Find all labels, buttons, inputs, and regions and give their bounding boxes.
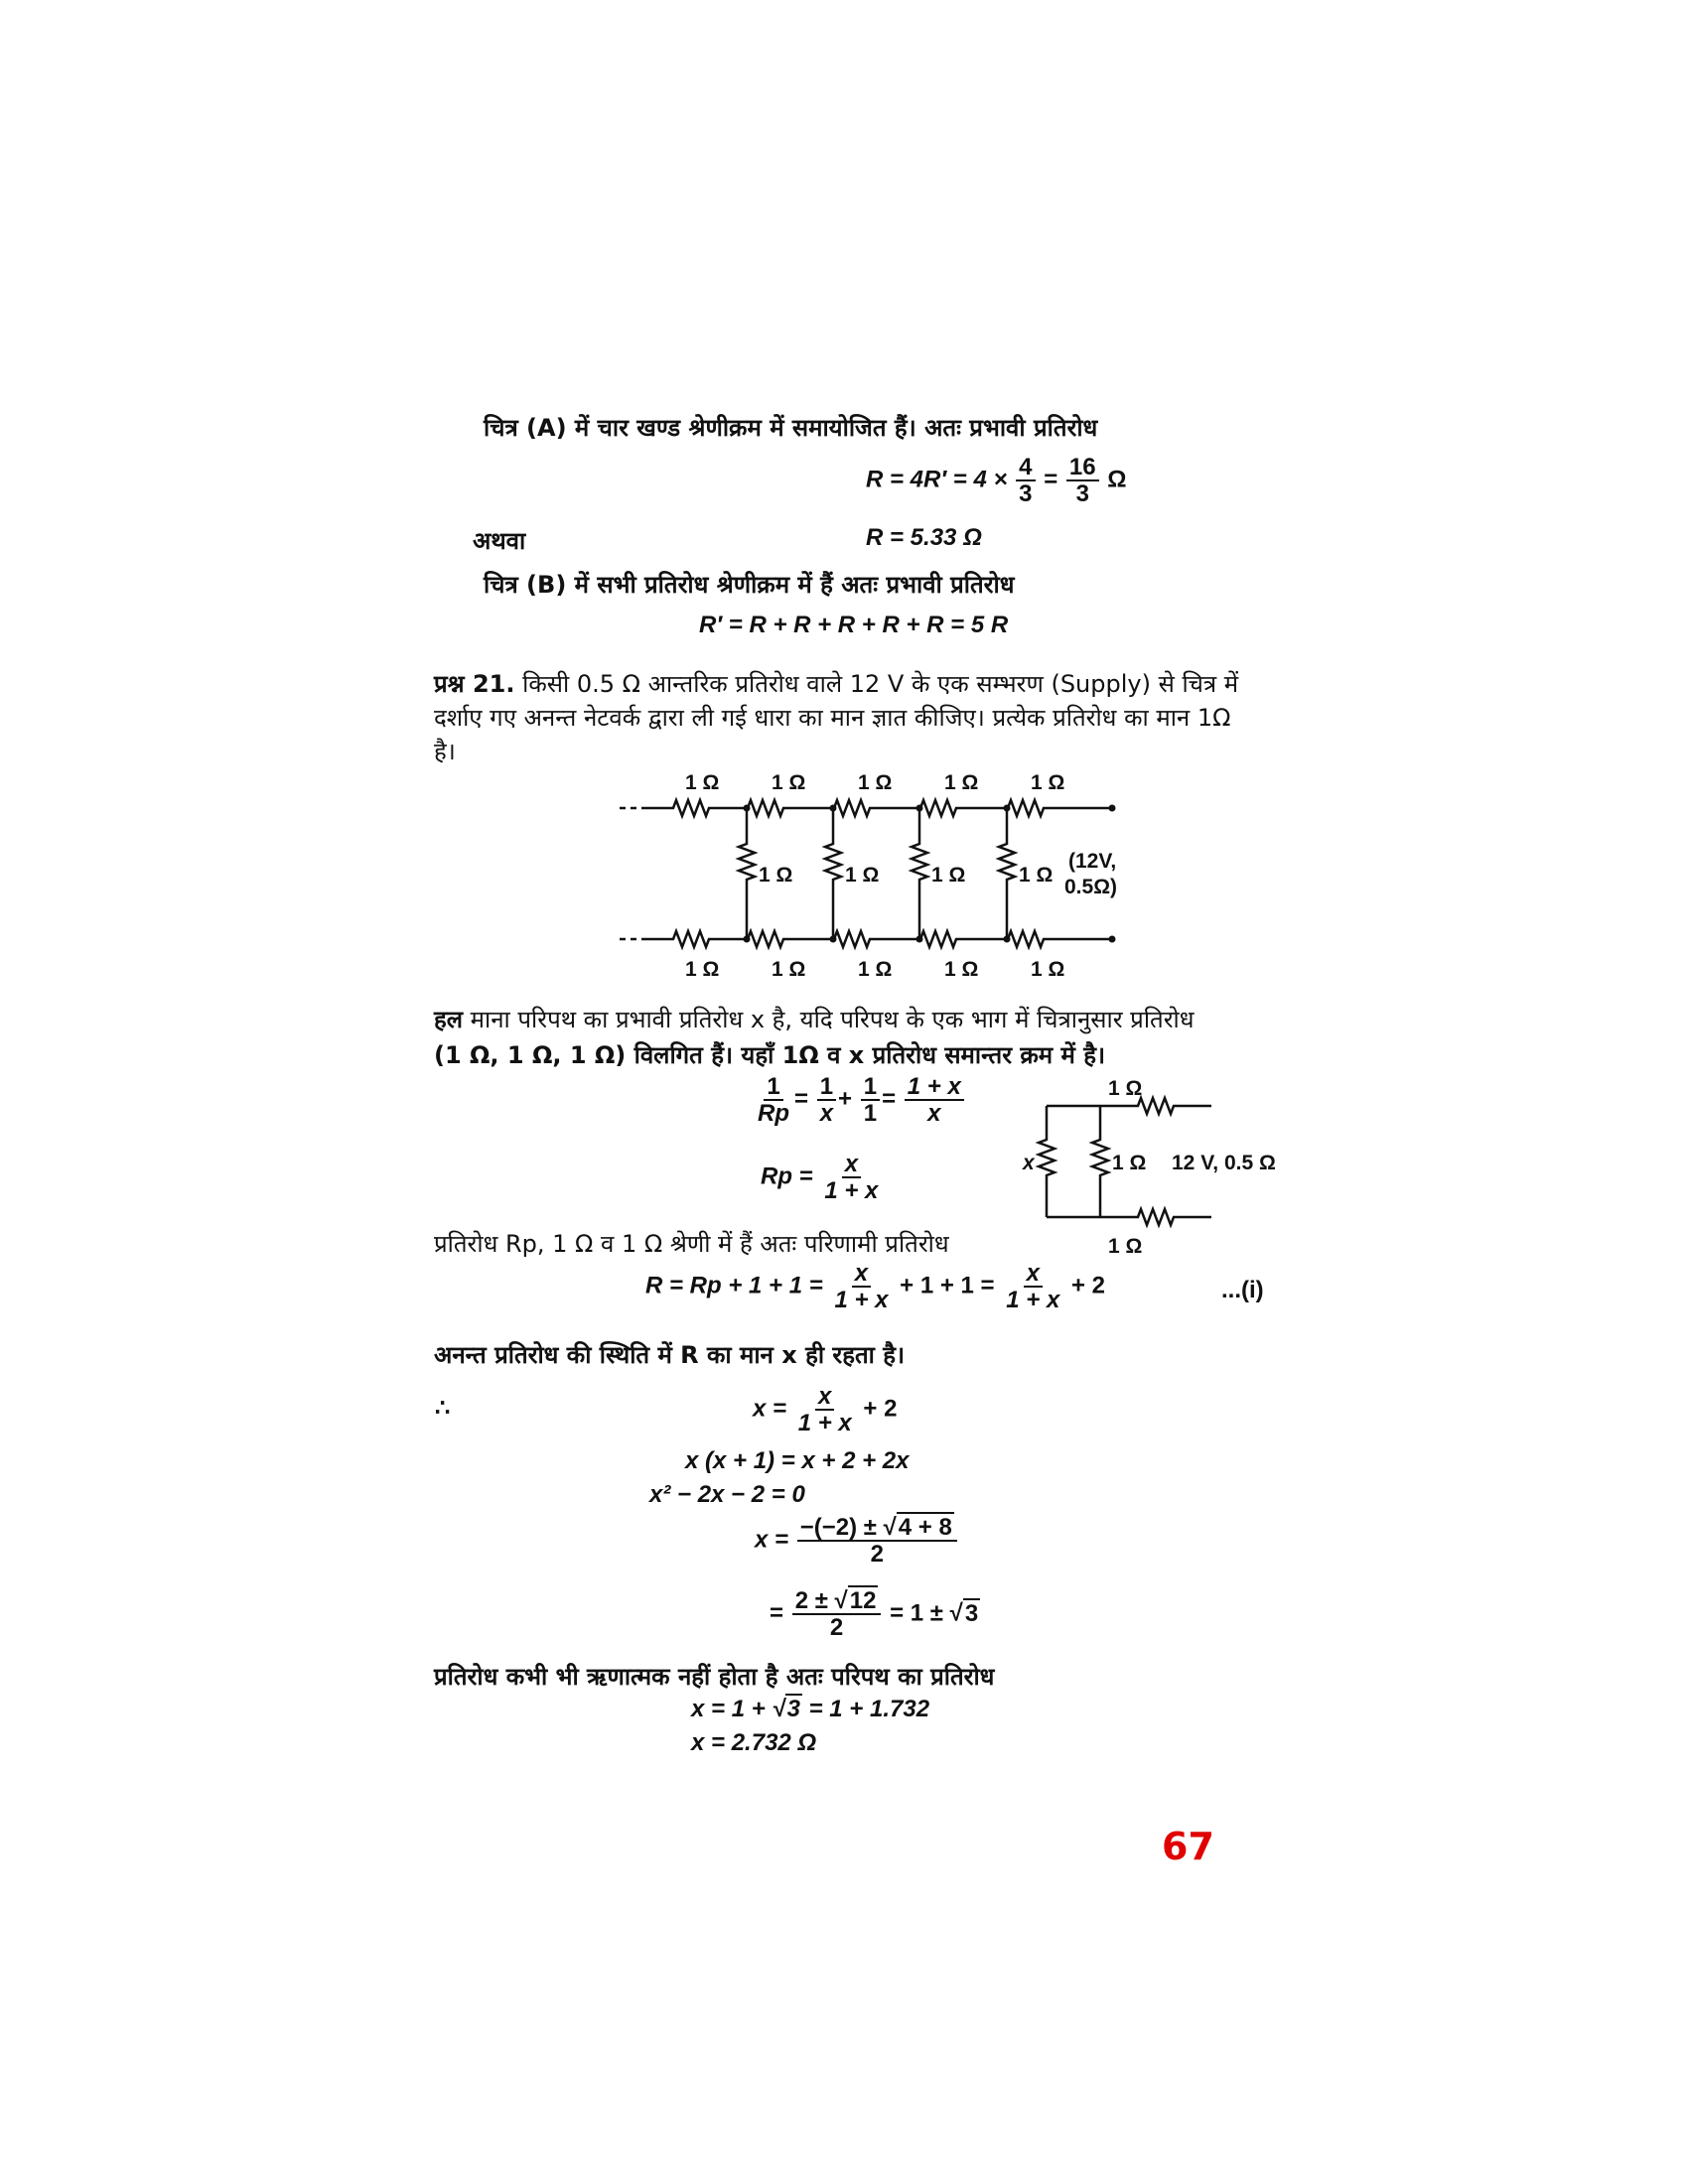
equation-x2: x (x + 1) = x + 2 + 2x <box>685 1447 910 1474</box>
top-resistor-label-1: 1 Ω <box>685 771 720 794</box>
equation-x4: x = $\frac{-(-2) \pm √4 + 8}{2}$ <box>755 1515 959 1567</box>
question-label: प्रश्न 21. <box>434 670 515 698</box>
supply-label-line2: 0.5Ω) <box>1064 876 1118 898</box>
infinite-text: अनन्त प्रतिरोध की स्थिति में R का मान x ही रहता है। <box>434 1341 906 1369</box>
equivalent-circuit <box>1013 1070 1301 1259</box>
bottom-resistor-label-4: 1 Ω <box>944 958 979 981</box>
section-a-line1: चित्र (A) में चार खण्ड श्रेणीक्रम में समायोजित हैं। अतः प्रभावी प्रतिरोध <box>484 414 1098 442</box>
vertical-resistor-label-3: 1 Ω <box>931 864 966 887</box>
supply-label-line1: (12V, <box>1068 850 1117 873</box>
bottom-resistor-label-5: 1 Ω <box>1031 958 1065 981</box>
vertical-resistor-label-1: 1 Ω <box>759 864 793 887</box>
equation-x5: = $\frac{2 \pm √12}{2}$ = 1 ± √3 <box>770 1587 979 1642</box>
equation-x3: x² − 2x − 2 = 0 <box>649 1481 805 1508</box>
eq-top-resistor-label: 1 Ω <box>1108 1077 1143 1100</box>
question-line3: है। <box>434 738 456 765</box>
equation-x7: x = 2.732 Ω <box>691 1729 817 1756</box>
question-line2: दर्शाए गए अनन्त नेटवर्क द्वारा ली गई धारा का मान ज्ञात कीजिए। प्रत्येक प्रतिरोध का मान 1Ω <box>434 704 1231 732</box>
question-line1: प्रश्न 21. किसी 0.5 Ω आन्तरिक प्रतिरोध वाले 12 V के एक सम्भरण (Supply) से चित्र में <box>434 670 1239 698</box>
equation-x6: x = 1 + √3 = 1 + 1.732 <box>691 1696 930 1722</box>
bottom-resistor-label-1: 1 Ω <box>685 958 720 981</box>
bottom-resistor-label-2: 1 Ω <box>772 958 806 981</box>
series-text: प्रतिरोध Rp, 1 Ω व 1 Ω श्रेणी में हैं अतः परिणामी प्रतिरोध <box>434 1230 949 1258</box>
equation-r-4r: R = 4R′ = 4 × $\frac{4}{3}$ = $\frac{16}{3}$ Ω <box>866 454 1127 508</box>
equation-x1: x = $\frac{x}{1 + x}$ + 2 <box>753 1383 898 1437</box>
eq-mid-resistor-label: 1 Ω <box>1112 1152 1147 1174</box>
athva-label: अथवा <box>473 527 526 555</box>
top-resistor-label-2: 1 Ω <box>772 771 806 794</box>
vertical-resistor-label-2: 1 Ω <box>845 864 880 887</box>
eq-supply-label: 12 V, 0.5 Ω <box>1172 1152 1276 1174</box>
equation-r-533: R = 5.33 Ω <box>866 524 982 551</box>
bottom-resistor-label-3: 1 Ω <box>858 958 893 981</box>
therefore-symbol: ∴ <box>435 1395 451 1422</box>
equation-ref-i: ...(i) <box>1221 1277 1264 1303</box>
page-number: 67 <box>1162 1825 1214 1868</box>
top-resistor-label-3: 1 Ω <box>858 771 893 794</box>
infinite-ladder-circuit <box>616 764 1132 993</box>
equation-r-series: R = Rp + 1 + 1 = $\frac{x}{1 + x}$ + 1 + 1 = $\frac{x}{1 + x}$ + 2 <box>645 1260 1105 1314</box>
solution-label: हल <box>434 1006 464 1033</box>
top-resistor-label-5: 1 Ω <box>1031 771 1065 794</box>
equation-rp: Rp = $\frac{x}{1 + x}$ <box>761 1151 879 1205</box>
eq-bottom-resistor-label: 1 Ω <box>1108 1235 1143 1258</box>
equation-r-5r: R′ = R + R + R + R + R = 5 R <box>699 612 1009 638</box>
eq-x-resistor-label: x <box>1023 1152 1035 1174</box>
negative-text: प्रतिरोध कभी भी ऋणात्मक नहीं होता है अतः परिपथ का प्रतिरोध <box>434 1663 995 1691</box>
solution-line2: (1 Ω, 1 Ω, 1 Ω) विलगित हैं। यहाँ 1Ω व x प्रतिरोध समान्तर क्रम में है। <box>434 1041 1106 1069</box>
vertical-resistor-label-4: 1 Ω <box>1019 864 1054 887</box>
top-resistor-label-4: 1 Ω <box>944 771 979 794</box>
section-a-line2: चित्र (B) में सभी प्रतिरोध श्रेणीक्रम में हैं अतः प्रभावी प्रतिरोध <box>484 571 1015 599</box>
equation-rp-reciprocal: $\frac{1}{Rp}$ = $\frac{1}{x}$ + $\frac{1}{1}$ = $\frac{1 + x}{x}$ <box>753 1074 966 1126</box>
solution-line1: हल माना परिपथ का प्रभावी प्रतिरोध x है, यदि परिपथ के एक भाग में चित्रानुसार प्रतिरोध <box>434 1006 1195 1033</box>
